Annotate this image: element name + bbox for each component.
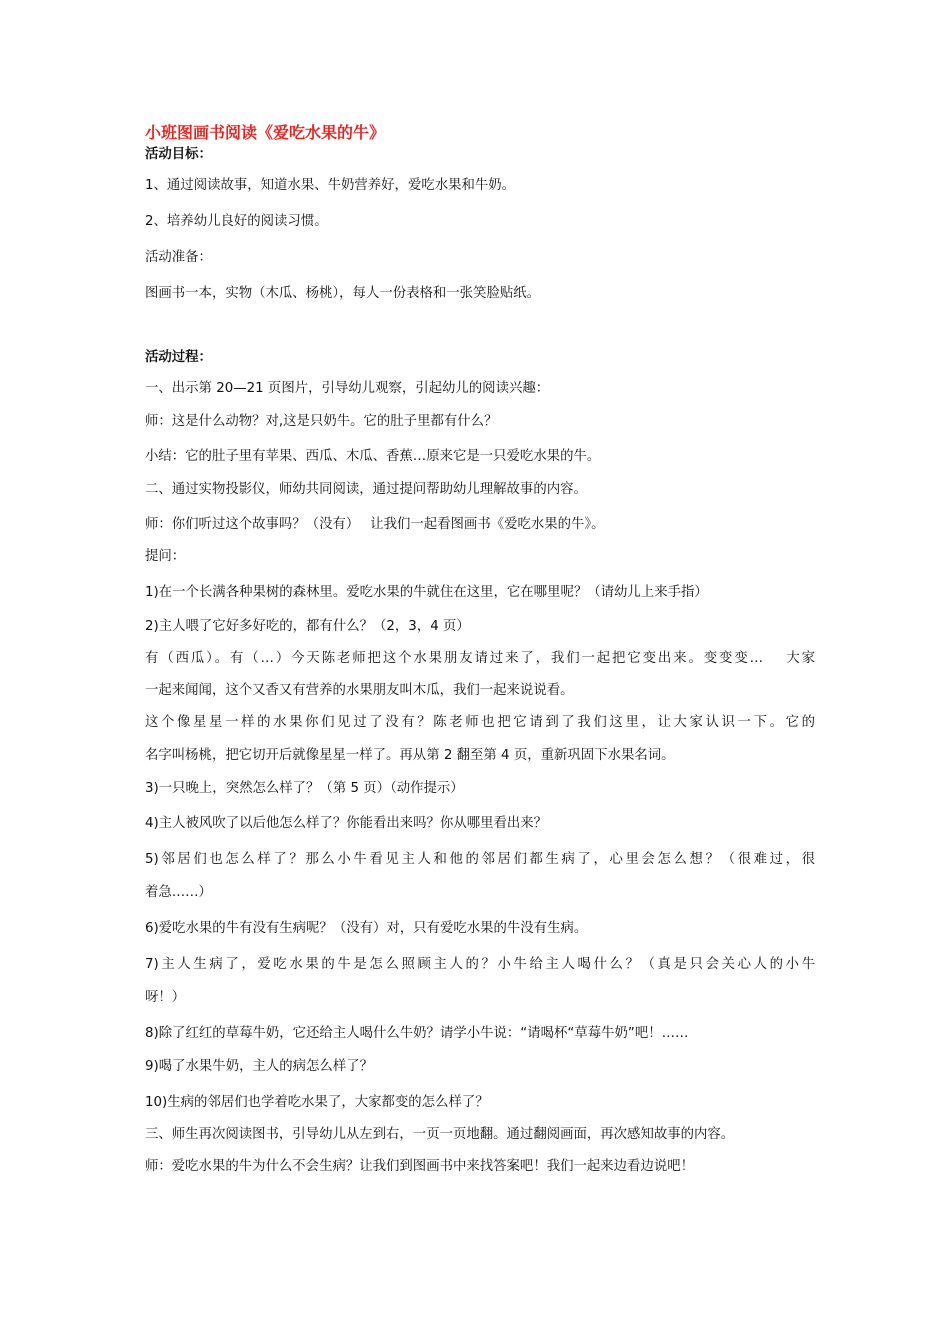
question-8: 8)除了红红的草莓牛奶，它还给主人喝什么牛奶？请学小牛说：“请喝杯“草莓牛奶”吧！…… (145, 1026, 689, 1041)
question-10: 10)生病的邻居们也学着吃水果了，大家都变的怎么样了？ (145, 1095, 489, 1110)
teacher-line-2: 师：你们听过这个故事吗？（没有） 让我们一起看图画书《爱吃水果的牛》。 (145, 517, 605, 532)
question-3: 3)一只晚上，突然怎么样了？（第 5 页）（动作提示） (145, 781, 464, 796)
question-5-a: 5)邻居们也怎么样了？那么小牛看见主人和他的邻居们都生病了，心里会怎么想？（很难过，很 (145, 852, 815, 867)
teacher-line-3: 师：爱吃水果的牛为什么不会生病？让我们到图画书中来找答案吧！我们一起来边看边说吧！ (145, 1159, 695, 1174)
teacher-line-1: 师：这是什么动物？对,这是只奶牛。它的肚子里都有什么？ (145, 414, 498, 429)
summary-line-1: 小结：它的肚子里有苹果、西瓜、木瓜、香蕉…原来它是一只爱吃水果的牛。 (145, 449, 601, 464)
question-4: 4)主人被风吹了以后他怎么样了？你能看出来吗？你从哪里看出来？ (145, 816, 548, 831)
question-7-b: 呀！） (145, 990, 186, 1005)
document-title: 小班图画书阅读《爱吃水果的牛》 (145, 123, 386, 142)
step-1: 一、出示第 20—21 页图片，引导幼儿观察，引起幼儿的阅读兴趣： (145, 381, 550, 396)
questions-heading: 提问： (145, 549, 186, 564)
preparation-text: 图画书一本，实物（木瓜、杨桃），每人一份表格和一张笑脸贴纸。 (145, 286, 541, 301)
document-body (145, 121, 815, 1177)
objective-2: 2、培养幼儿良好的阅读习惯。 (145, 214, 328, 229)
step-3: 三、师生再次阅读图书，引导幼儿从左到右，一页一页地翻。通过翻阅画面，再次感知故事的内容。 (145, 1127, 735, 1142)
question-2: 2)主人喂了它好多好吃的，都有什么？（2，3，4 页） (145, 619, 470, 634)
question-1: 1)在一个长满各种果树的森林里。爱吃水果的牛就住在这里，它在哪里呢？（请幼儿上来手指） (145, 585, 708, 600)
question-6: 6)爱吃水果的牛有没有生病呢？（没有）对，只有爱吃水果的牛没有生病。 (145, 921, 588, 936)
process-heading: 活动过程： (145, 350, 212, 365)
question-9: 9)喝了水果牛奶，主人的病怎么样了？ (145, 1059, 373, 1074)
question-2-detail-d: 名字叫杨桃，把它切开后就像星星一样了。再从第 2 翻至第 4 页，重新巩固下水果名词。 (145, 748, 675, 763)
question-2-detail-c: 这个像星星一样的水果你们见过了没有？陈老师也把它请到了我们这里，让大家认识一下。它的 (145, 715, 815, 730)
question-2-detail-a: 有（西瓜）。有（…）今天陈老师把这个水果朋友请过来了，我们一起把它变出来。变变变… 大家 (145, 651, 815, 666)
question-5-b: 着急……） (145, 885, 212, 900)
question-2-detail-b: 一起来闻闻，这个又香又有营养的水果朋友叫木瓜，我们一起来说说看。 (145, 683, 574, 698)
objectives-heading: 活动目标： (145, 147, 212, 162)
preparation-heading: 活动准备： (145, 250, 212, 265)
step-2: 二、通过实物投影仪，师幼共同阅读，通过提问帮助幼儿理解故事的内容。 (145, 482, 587, 497)
question-7-a: 7)主人生病了，爱吃水果的牛是怎么照顾主人的？小牛给主人喝什么？（真是只会关心人的小牛 (145, 957, 815, 972)
objective-1: 1、通过阅读故事，知道水果、牛奶营养好，爱吃水果和牛奶。 (145, 178, 516, 193)
